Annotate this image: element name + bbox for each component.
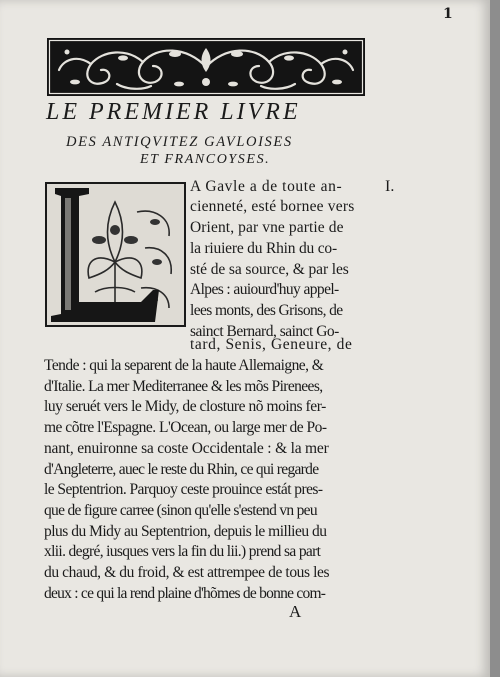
text-line: la riuiere du Rhin du co- (190, 240, 337, 257)
text-line: Tende : qui la separent de la haute Allemaigne, & (44, 357, 324, 374)
text-line: d'Italie. La mer Mediterranee & les mõs Pirenees, (44, 378, 323, 395)
book-title-line-1: LE PREMIER LIVRE (46, 99, 301, 125)
text-line: que de figure carree (sinon qu'elle s'estend vn peu (44, 502, 317, 519)
text-line: cienneté, esté bornee vers (190, 198, 355, 215)
floral-headpiece-ornament (47, 38, 365, 96)
text-line: sté de sa source, & par les (190, 261, 349, 278)
text-line: d'Angleterre, auec le reste du Rhin, ce qui regarde (44, 461, 319, 478)
book-title-line-2: DES ANTIQVITEZ GAVLOISES (66, 134, 293, 150)
text-line: deux : ce qui la rend plaine d'hõmes de bonne com- (44, 585, 326, 602)
text-line: xlii. degré, iusques vers la fin du lii.) prend sa part (44, 543, 321, 560)
book-title-line-3: ET FRANCOYSES. (140, 152, 271, 167)
ornamental-initial-L-icon (45, 182, 186, 327)
text-line: sainct Bernard, sainct Go- (190, 323, 339, 340)
text-line: nant, enuironne sa coste Occidentale : & la mer (44, 440, 329, 457)
text-line: Alpes : auiourd'huy appel- (190, 281, 339, 298)
text-line: le Septentrion. Parquoy ceste prouince estát pres- (44, 481, 323, 498)
text-line: Orient, par vne partie de (190, 219, 344, 236)
text-line: A Gavle a de toute an- (190, 178, 343, 195)
text-line: lees monts, des Grisons, de (190, 302, 343, 319)
marginal-chapter-number: I. (385, 178, 395, 195)
text-line: du chaud, & du froid, & est attrempee de tous les (44, 564, 330, 581)
page-number: 1 (443, 6, 453, 22)
catchword-signature: A (289, 602, 302, 621)
text-line: luy seruét vers le Midy, de closture nõ moins fer- (44, 398, 326, 415)
text-line: plus du Midy au Septentrion, depuis le millieu du (44, 523, 327, 540)
text-line: tard, Senis, Geneure, de (190, 336, 353, 353)
text-line: me cõtre l'Espagne. L'Ocean, ou large mer de Po- (44, 419, 327, 436)
